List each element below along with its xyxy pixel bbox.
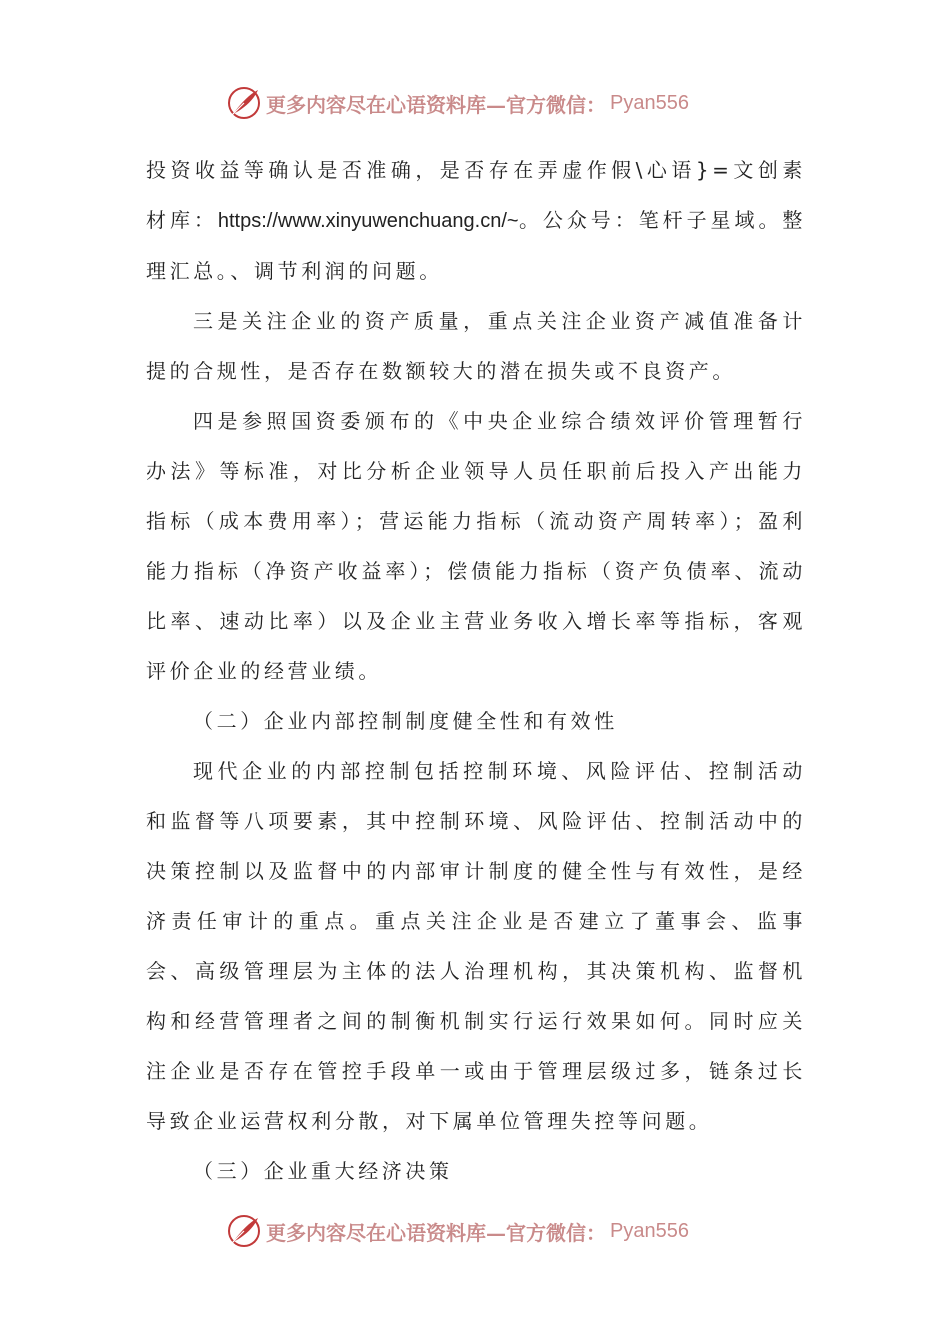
banner-wechat-id: Pyan556	[610, 1219, 689, 1242]
banner-wechat-id: Pyan556	[610, 91, 689, 114]
section-heading-2: （二）企业内部控制制度健全性和有效性	[193, 709, 618, 733]
banner-text: 更多内容尽在心语资料库—官方微信：	[266, 92, 606, 117]
paragraph-1: 投资收益等确认是否准确，是否存在弄虚作假\心语}=文创素材库：https://www.xinyuwenchuang.cn/~。公众号：笔杆子星域。整理汇总。、调节利润的问题。	[146, 158, 806, 283]
banner-text: 更多内容尽在心语资料库—官方微信：	[266, 1220, 606, 1245]
feather-pen-logo-icon	[226, 85, 262, 121]
feather-pen-logo-icon	[226, 1213, 262, 1249]
paragraph-2: 三是关注企业的资产质量，重点关注企业资产减值准备计提的合规性，是否存在数额较大的潜在损失或不良资产。	[146, 309, 806, 383]
header-banner	[226, 83, 746, 123]
document-body	[146, 145, 806, 1196]
footer-banner	[226, 1211, 746, 1251]
source-url: https://www.xinyuwenchuang.cn/~	[217, 210, 519, 232]
paragraph-4: 现代企业的内部控制包括控制环境、风险评估、控制活动和监督等八项要素，其中控制环境、风险评估、控制活动中的决策控制以及监督中的内部审计制度的健全性与有效性，是经济责任审计的重点。重点关注企业是否建立了董事会、监事会、高级管理层为主体的法人治理机构，其决策机构、监督机构和经营管理者之间的制衡机制实行运行效果如何。同时应关注企业是否存在管控手段单一或由于管理层级过多，链条过长导致企业运营权利分散，对下属单位管理失控等问题。	[146, 759, 806, 1133]
section-heading-3: （三）企业重大经济决策	[193, 1159, 453, 1183]
paragraph-3: 四是参照国资委颁布的《中央企业综合绩效评价管理暂行办法》等标准，对比分析企业领导人员任职前后投入产出能力指标（成本费用率）；营运能力指标（流动资产周转率）；盈利能力指标（净资产收益率）；偿债能力指标（资产负债率、流动比率、速动比率）以及企业主营业务收入增长率等指标，客观评价企业的经营业绩。	[146, 409, 806, 683]
